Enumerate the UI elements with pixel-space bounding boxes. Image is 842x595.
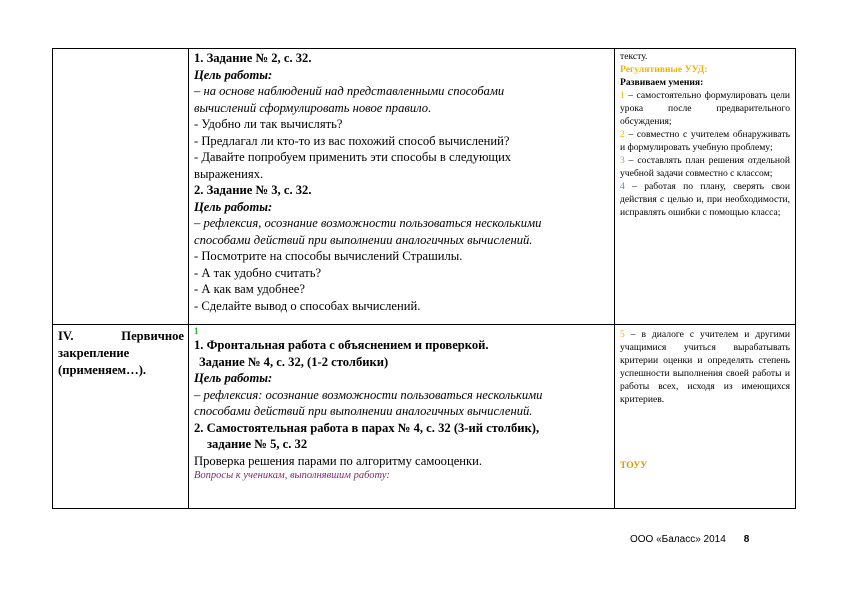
question-line: - Удобно ли так вычислять? xyxy=(194,117,343,131)
work-task: Задание № 4, с. 32, (1-2 столбики) xyxy=(199,354,389,369)
lesson-table xyxy=(52,48,796,509)
stage-title xyxy=(58,328,184,345)
question-line: - Сделайте вывод о способах вычислений. xyxy=(194,298,421,313)
check-line: Проверка решения парами по алгоритму самооценки. xyxy=(194,453,483,468)
skill-text: – работая по плану, сверять свои действия с целью и, при необходимости, исправлять ошибки с помощью класса; xyxy=(620,181,790,218)
content-cell xyxy=(189,49,615,325)
skill-item xyxy=(620,328,790,406)
question-line: - Предлагал ли кто-то из вас похожий способ вычислений? xyxy=(194,133,510,148)
question-line: - А так удобно считать? xyxy=(194,265,322,280)
table-row xyxy=(53,49,796,325)
stage-word: (применяем…). xyxy=(58,363,147,377)
goal-text: – на основе наблюдений над представленными способами xyxy=(194,84,505,98)
goal-text: способами действий при выполнении аналогичных вычислений. xyxy=(194,232,533,247)
skill-text: – в диалоге с учителем и другими учащимися учиться вырабатывать критерии оценки и определять степень успешности выполнения своей работы и работы всех, исходя из имеющихся критериев. xyxy=(620,329,790,405)
work-task: задание № 5, с. 32 xyxy=(207,437,308,451)
skill-item xyxy=(620,89,790,128)
work-heading: 2. Самостоятельная работа в парах № 4, с. 32 (3-ий столбик), xyxy=(194,420,540,435)
questions-line: Вопросы к ученикам, выполнявшим работу: xyxy=(194,470,390,481)
toyu-label: ТОУУ xyxy=(620,460,648,471)
content-cell xyxy=(189,325,615,509)
question-line: - Давайте попробуем применить эти способы в следующих xyxy=(194,150,512,164)
skills-text: тексту. xyxy=(620,51,648,62)
task-heading: 1. Задание № 2, с. 32. xyxy=(194,51,312,65)
goal-text: способами действий при выполнении аналогичных вычислений. xyxy=(194,404,533,418)
skill-number: 3 xyxy=(620,155,625,166)
page-number: 8 xyxy=(743,534,750,545)
goal-text: вычислений сформулировать новое правило. xyxy=(194,100,432,115)
work-heading: 1. Фронтальная работа с объяснением и проверкой. xyxy=(194,338,489,352)
stage-cell xyxy=(53,325,189,509)
stage-number: IV. xyxy=(58,329,74,343)
skill-number: 5 xyxy=(620,329,625,340)
goal-label: Цель работы: xyxy=(194,371,273,385)
stage-cell-empty xyxy=(53,49,189,325)
question-line: выражениях. xyxy=(194,166,264,181)
skill-text: – составлять план решения отдельной учебной задачи совместно с классом; xyxy=(620,155,790,179)
question-line: - Посмотрите на способы вычислений Страшилы. xyxy=(194,249,463,263)
skill-item xyxy=(620,154,790,180)
stage-word: Первичное xyxy=(121,329,184,343)
goal-label: Цель работы: xyxy=(194,199,273,214)
task-heading: 2. Задание № 3, с. 32. xyxy=(194,183,312,197)
stage-word: закрепление xyxy=(58,346,130,360)
skills-title: Регулятивные УУД: xyxy=(620,64,708,75)
skill-text: – самостоятельно формулировать цели урока после предварительного обсуждения; xyxy=(620,90,790,127)
skill-number: 2 xyxy=(620,129,625,140)
skill-text: – совместно с учителем обнаруживать и формулировать учебную проблему; xyxy=(620,129,790,153)
skill-number: 4 xyxy=(620,181,625,192)
skill-marker: 1 xyxy=(194,326,199,336)
page-footer xyxy=(630,534,749,545)
goal-text: – рефлексия, осознание возможности пользоваться несколькими xyxy=(194,216,542,230)
skills-subtitle: Развиваем умения: xyxy=(620,77,704,88)
skill-item xyxy=(620,180,790,219)
question-line: - А как вам удобнее? xyxy=(194,282,305,296)
skills-cell xyxy=(615,49,796,325)
table-row xyxy=(53,325,796,509)
skill-number: 1 xyxy=(620,90,625,101)
goal-text: – рефлексия: осознание возможности пользоваться несколькими xyxy=(194,387,543,402)
skills-cell xyxy=(615,325,796,509)
skill-item xyxy=(620,128,790,154)
goal-label: Цель работы: xyxy=(194,67,273,82)
publisher-label: ООО «Баласс» 2014 xyxy=(630,534,726,545)
